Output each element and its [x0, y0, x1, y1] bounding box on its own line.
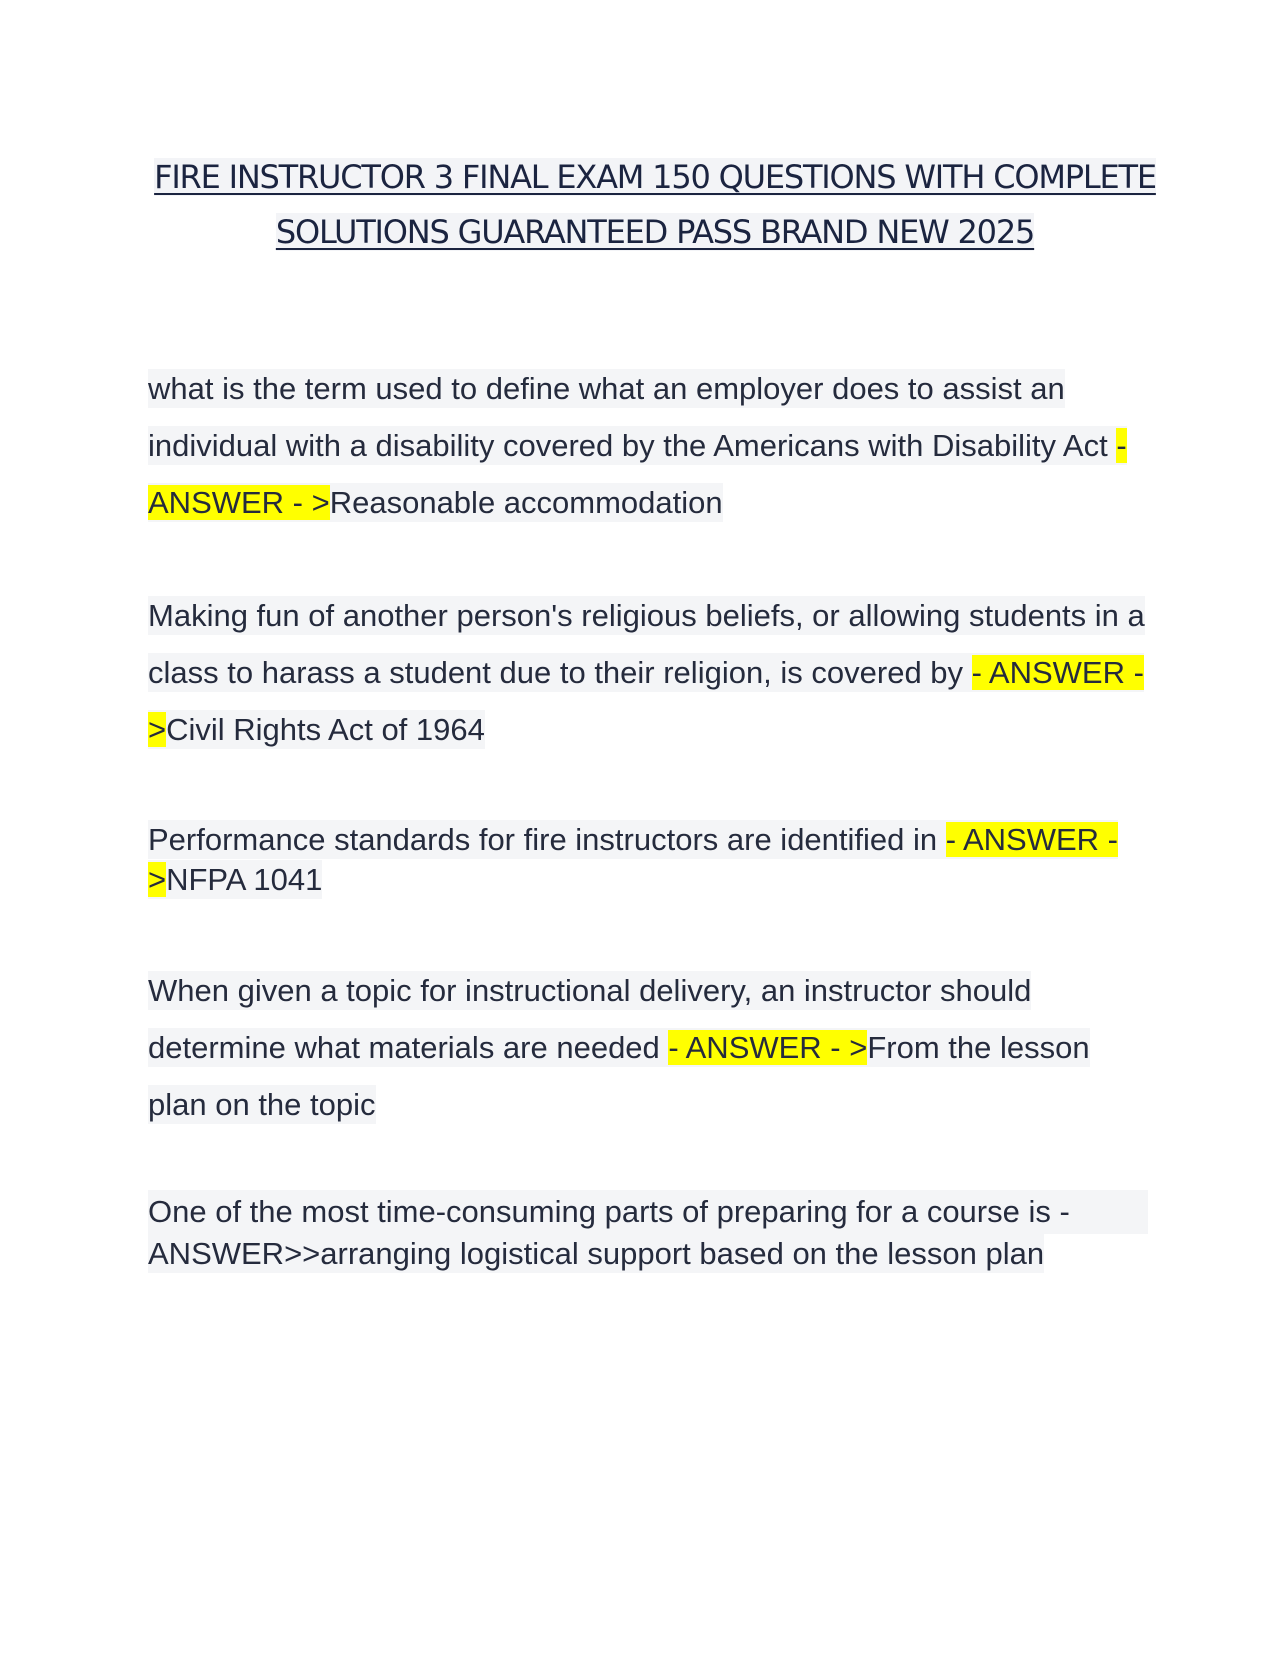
answer-marker: - ANSWER - >	[668, 1030, 868, 1065]
qa-item	[148, 1190, 1148, 1274]
answer-marker: - ANSWER - >	[148, 822, 1118, 897]
answer-text: ANSWER>>arranging logistical support based on the lesson plan	[148, 1236, 1045, 1271]
qa-item	[148, 962, 1148, 1133]
question-text: Performance standards for fire instructors are identified in	[148, 822, 946, 857]
question-text: When given a topic for instructional delivery, an instructor should determine what materials are needed	[148, 973, 1032, 1065]
answer-text: Civil Rights Act of 1964	[166, 712, 485, 747]
answer-text: Reasonable accommodation	[329, 485, 723, 520]
qa-item	[148, 360, 1148, 531]
question-text: what is the term used to define what an employer does to assist an individual with a disability covered by the Americans with Disability Act	[148, 371, 1117, 463]
answer-text: NFPA 1041	[166, 862, 323, 897]
question-text: One of the most time-consuming parts of preparing for a course is -	[148, 1190, 1148, 1234]
answer-text: From the lesson plan on the topic	[148, 1030, 1090, 1122]
question-text: Making fun of another person's religious beliefs, or allowing students in a class to harass a student due to their religion, is covered by	[148, 598, 1145, 690]
answer-marker: - ANSWER - >	[148, 428, 1127, 520]
document-title-text: FIRE INSTRUCTOR 3 FINAL EXAM 150 QUESTIONS WITH COMPLETE SOLUTIONS GUARANTEED PASS BRAND NEW 2025	[154, 158, 1156, 251]
document-title	[150, 150, 1160, 260]
answer-marker: - ANSWER - >	[148, 655, 1144, 747]
qa-item	[148, 820, 1148, 900]
qa-item	[148, 587, 1148, 758]
